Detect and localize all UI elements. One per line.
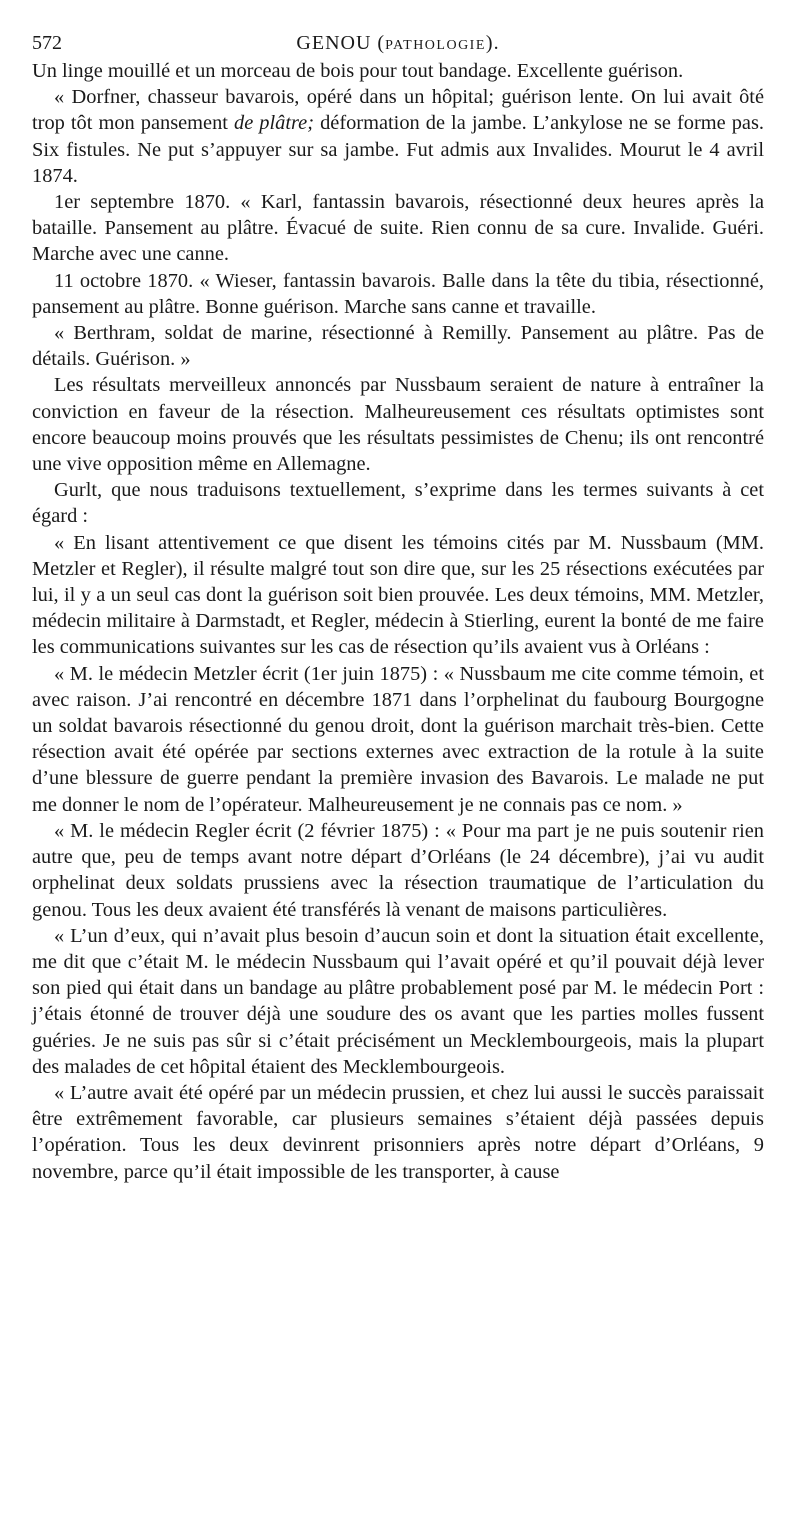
paragraph: « M. le médecin Metzler écrit (1er juin 1875) : « Nussbaum me cite comme témoin, et avec raison. J’ai rencontré en décembre 1871 dans l’orphelinat du faubourg Bourgogne un soldat bavarois résectionné du genou droit, dont la guérison marchait très-bien. Cette résection avait été opérée par sections externes avec extraction de la rotule à la suite d’une blessure de guerre pendant la première invasion des Bavarois. Le malade ne put me donner le nom de l’opérateur. Malheureusement je ne connais pas ce nom. » (32, 662, 764, 816)
paragraph: 1er septembre 1870. « Karl, fantassin bavarois, résectionné deux heures après la bataille. Pansement au plâtre. Évacué de suite. Rien connu de sa cure. Invalide. Guéri. Marche avec une canne. (32, 191, 764, 266)
paragraph: « L’autre avait été opéré par un médecin prussien, et chez lui aussi le succès paraissait être extrêmement favorable, car plusieurs semaines s’étaient déjà passées depuis l’opération. Tous les deux devinrent prisonniers après notre départ d’Orléans, 9 novembre, parce qu’il était impossible de les transporter, à cause (32, 1081, 764, 1183)
paragraph: Gurlt, que nous traduisons textuellement, s’exprime dans les termes suivants à cet égard : (32, 479, 764, 528)
document-page (32, 28, 764, 1185)
page-header (32, 28, 764, 58)
paragraph: « L’un d’eux, qui n’avait plus besoin d’aucun soin et dont la situation était excellente, me dit que c’était M. le médecin Nussbaum qui l’avait opéré et qu’il pouvait déjà lever son pied qui était dans un bandage au plâtre probablement posé par M. le médecin Port : j’étais étonné de trouver déjà une soudure des os avant que les parties molles fussent guéries. Je ne suis pas sûr si c’était précisément un Mecklembourgeois, mais la plupart des malades de cet hôpital étaient des Mecklembourgeois. (32, 924, 764, 1078)
running-head-subtitle: PATHOLOGIE (385, 38, 486, 53)
paragraph: « Berthram, soldat de marine, résectionné à Remilly. Pansement au plâtre. Pas de détails. Guérison. » (32, 322, 764, 371)
paragraph: « En lisant attentivement ce que disent les témoins cités par M. Nussbaum (MM. Metzler et Regler), il résulte malgré tout son dire que, sur les 25 résections exécutées par lui, il y a un seul cas dont la guérison soit bien prouvée. Les deux témoins, MM. Metzler, médecin militaire à Darmstadt, et Regler, médecin à Stierling, eurent la bonté de me faire les communications suivantes sur les cas de résection qu’ils avaient vus à Orléans : (32, 531, 764, 659)
body-text (32, 58, 764, 1185)
paragraph (32, 84, 764, 189)
paragraph: Les résultats merveilleux annoncés par Nussbaum seraient de nature à entraîner la conviction en faveur de la résection. Malheureusement ces résultats optimistes sont encore beaucoup moins prouvés que les résultats pessimistes de Chenu; ils ont rencontré une vive opposition même en Allemagne. (32, 374, 764, 476)
paragraph: Un linge mouillé et un morceau de bois pour tout bandage. Excellente guérison. (32, 60, 684, 82)
paragraph-emphasis: de plâtre; (234, 112, 315, 135)
paragraph-text: « Dorfner, chasseur bavarois, opéré dans un hôpital; guérison lente. On lui avait ôté trop tôt mon pansement (32, 86, 764, 135)
page-number: 572 (32, 32, 62, 54)
paragraph: « M. le médecin Regler écrit (2 février 1875) : « Pour ma part je ne puis soutenir rien autre que, peu de temps avant notre départ d’Orléans (le 24 décembre), j’ai vu audit orphelinat deux soldats prussiens avec la résection traumatique de l’articulation du genou. Tous les deux avaient été transférés là venant de maisons particulières. (32, 819, 764, 921)
running-head-paren-close: ). (485, 32, 500, 54)
running-head-paren-open: ( (371, 32, 386, 54)
running-head-main: GENOU (296, 32, 372, 54)
paragraph-text: déformation de la jambe. L’ankylose ne se forme pas. Six fistules. Ne put s’appuyer sur sa jambe. Fut admis aux Invalides. Mourut le 4 avril 1874. (32, 112, 764, 187)
running-head (32, 28, 764, 61)
paragraph: 11 octobre 1870. « Wieser, fantassin bavarois. Balle dans la tête du tibia, résectionné, pansement au plâtre. Bonne guérison. Marche sans canne et travaille. (32, 269, 764, 318)
